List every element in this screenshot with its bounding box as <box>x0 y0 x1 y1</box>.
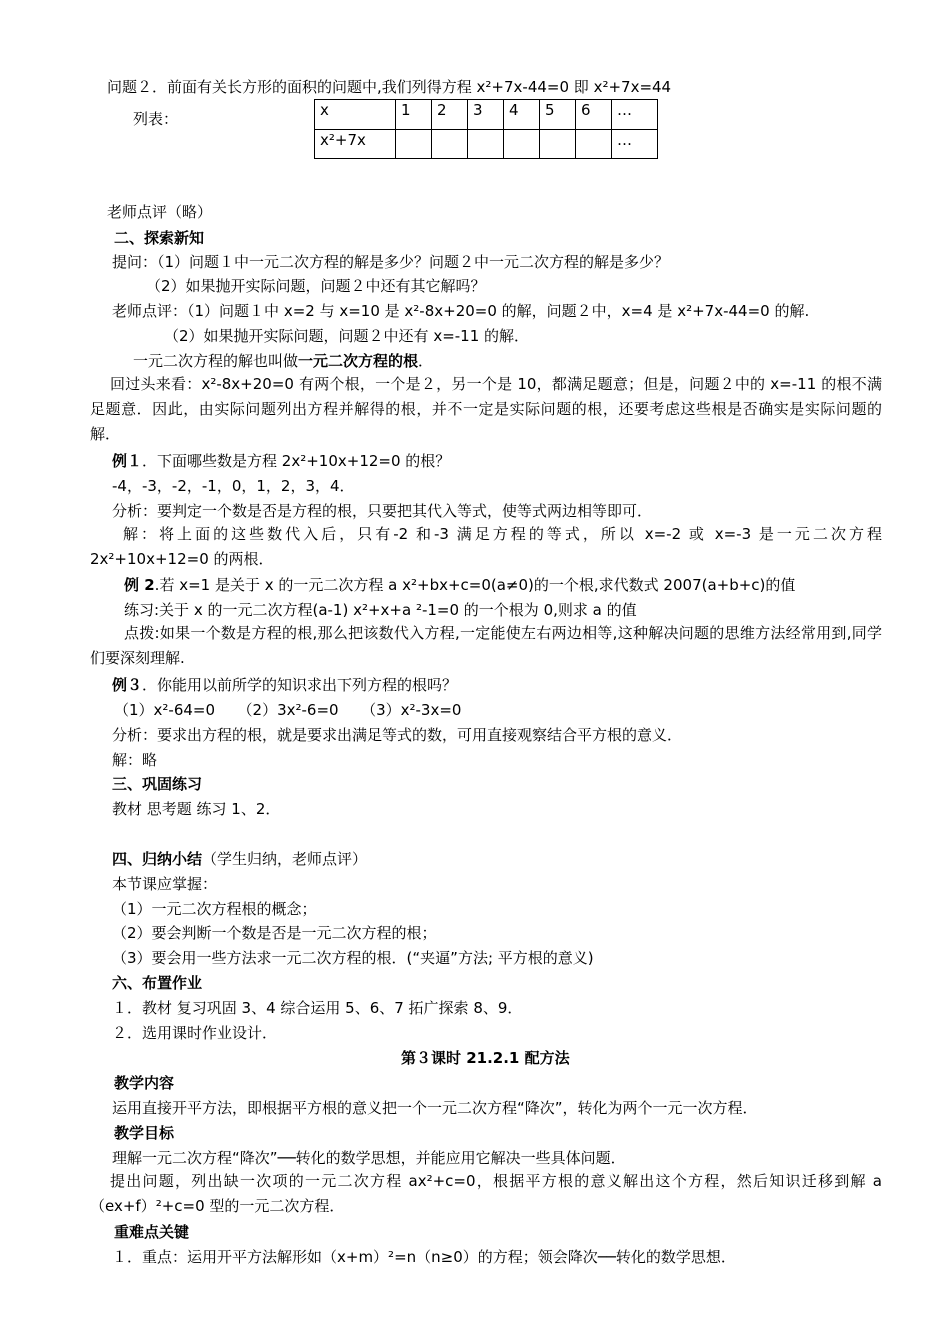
homework-item: ２．选用课时作业设计． <box>112 1024 278 1042</box>
summary-item: （3）要会用一些方法求一元二次方程的根．(“夹逼”方法; 平方根的意义) <box>112 949 594 967</box>
table-cell: … <box>611 129 658 159</box>
example-1-text: ．下面哪些数是方程 2x²+10x+12=0 的根？ <box>142 452 451 470</box>
teaching-goal-2: 提出问题，列出缺一次项的一元二次方程 ax²+c=0，根据平方根的意义解出这个方程，然后知识迁移到解 a（ex+f）²+c=0 型的一元二次方程． <box>90 1172 882 1215</box>
table-cell: 5 <box>539 99 576 130</box>
teacher-comment-short: 老师点评（略） <box>107 203 213 221</box>
root-definition-pre: 一元二次方程的解也叫做 <box>133 352 299 370</box>
table-cell: x <box>314 99 396 130</box>
example-3-equations: （1）x²-64=0 （2）3x²-6=0 （3）x²-3x=0 <box>114 701 462 719</box>
root-definition-term: 一元二次方程的根 <box>298 352 419 370</box>
teaching-content-heading: 教学内容 <box>114 1074 175 1092</box>
example-3-label: 例３ <box>112 676 143 694</box>
table-cell: 3 <box>467 99 504 130</box>
example-1-label: 例１ <box>112 452 143 470</box>
question-2: （2）如果抛开实际问题，问题２中还有其它解吗？ <box>146 277 486 295</box>
example-1-analysis: 分析：要判定一个数是否是方程的根，只要把其代入等式，使等式两边相等即可． <box>112 502 653 520</box>
summary-item: （2）要会判断一个数是否是一元二次方程的根； <box>112 924 437 942</box>
teaching-goal-1: 理解一元二次方程“降次”──转化的数学思想，并能应用它解决一些具体问题． <box>112 1149 626 1167</box>
example-3-text: ．你能用以前所学的知识求出下列方程的根吗？ <box>142 676 458 694</box>
summary-heading-note: （学生归纳，老师点评） <box>202 850 368 868</box>
section-heading-homework: 六、布置作业 <box>112 974 203 992</box>
example-1-solution: 解：将上面的这些数代入后，只有-2 和-3 满足方程的等式，所以 x=-2 或 x=-3 是一元二次方程 2x²+10x+12=0 的两根． <box>90 525 882 568</box>
root-definition <box>133 351 433 371</box>
example-2-question <box>124 575 795 595</box>
key-point-1: １．重点：运用开平方法解形如（x+m）²=n（n≥0）的方程；领会降次──转化的数学思想． <box>112 1248 736 1266</box>
summary-item: （1）一元二次方程根的概念； <box>112 900 317 918</box>
key-points-heading: 重难点关键 <box>114 1223 190 1241</box>
table-cell: 4 <box>503 99 540 130</box>
table-cell <box>431 129 468 159</box>
table-cell <box>575 129 612 159</box>
example-2-label: 例 2 <box>124 576 155 594</box>
section-heading-practice: 三、巩固练习 <box>112 775 203 793</box>
example-2-hint: 点拨:如果一个数是方程的根,那么把该数代入方程,一定能使左右两边相等,这种解决问题的思维方法经常用到,同学们要深刻理解. <box>90 624 882 667</box>
table-cell <box>539 129 576 159</box>
example-2-practice: 练习:关于 x 的一元二次方程(a-1) x²+x+a ²-1=0 的一个根为 0,则求 a 的值 <box>124 601 637 619</box>
summary-heading-text: 四、归纳小结 <box>112 850 203 868</box>
example-3-question <box>112 675 457 695</box>
teaching-goal-heading: 教学目标 <box>114 1124 175 1142</box>
root-definition-post: ． <box>418 352 434 370</box>
problem2-text: 问题２．前面有关长方形的面积的问题中,我们列得方程 x²+7x-44=0 即 x²+7x=44 <box>107 78 672 96</box>
teacher-comment-2: （2）如果抛开实际问题，问题２中还有 x=-11 的解． <box>164 327 530 345</box>
teaching-content-text: 运用直接开平方法，即根据平方根的意义把一个一元二次方程“降次”，转化为两个一元一次方程． <box>112 1099 758 1117</box>
example-1-question <box>112 451 450 471</box>
example-2-text: .若 x=1 是关于 x 的一元二次方程 a x²+bx+c=0(a≠0)的一个根,求代数式 2007(a+b+c)的值 <box>154 576 796 594</box>
practice-text: 教材 思考题 练习 1、2． <box>112 800 281 818</box>
example-3-solution: 解：略 <box>112 751 158 769</box>
homework-item: １．教材 复习巩固 3、4 综合运用 5、6、7 拓广探索 8、9． <box>112 999 523 1017</box>
example-1-numbers: -4，-3，-2，-1，0，1，2，3，4． <box>112 477 355 495</box>
table-cell: x²+7x <box>314 129 396 159</box>
example-3-analysis: 分析：要求出方程的根，就是要求出满足等式的数，可用直接观察结合平方根的意义． <box>112 726 683 744</box>
table-cell <box>503 129 540 159</box>
section-heading-summary <box>112 849 367 869</box>
list-label: 列表： <box>133 110 179 128</box>
section-heading-explore: 二、探索新知 <box>114 229 205 247</box>
table-cell: … <box>611 99 658 130</box>
table-cell <box>395 129 432 159</box>
teacher-comment-1: 老师点评：（1）问题１中 x=2 与 x=10 是 x²-8x+20=0 的解，问题２中，x=4 是 x²+7x-44=0 的解. <box>112 302 810 320</box>
look-back-paragraph: 回过头来看：x²-8x+20=0 有两个根，一个是２，另一个是 10，都满足题意；但是，问题２中的 x=-11 的根不满足题意．因此，由实际问题列出方程并解得的根，并不一定是实际问题的根，还要考虑这些根是否确实是实际问题的解． <box>90 375 882 443</box>
lesson-3-title: 第３课时 21.2.1 配方法 <box>401 1049 570 1067</box>
summary-intro: 本节课应掌握： <box>112 875 218 893</box>
table-cell <box>467 129 504 159</box>
table-cell: 1 <box>395 99 432 130</box>
question-1: 提问：（1）问题１中一元二次方程的解是多少？问题２中一元二次方程的解是多少？ <box>112 253 670 271</box>
table-cell: 2 <box>431 99 468 130</box>
table-cell: 6 <box>575 99 612 130</box>
